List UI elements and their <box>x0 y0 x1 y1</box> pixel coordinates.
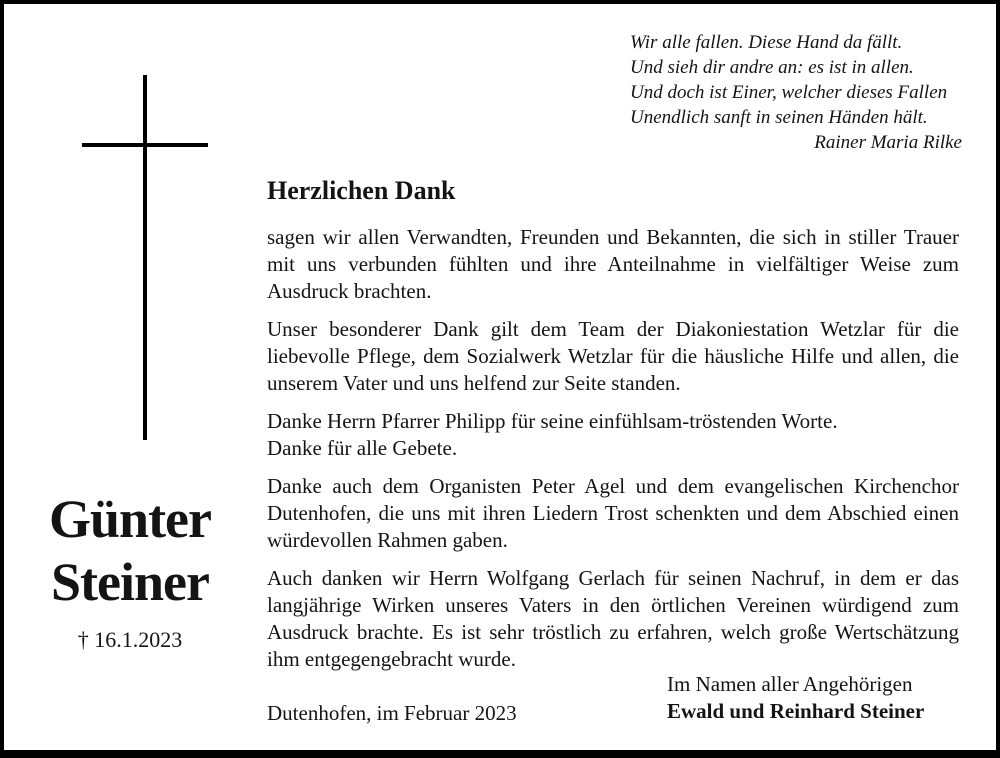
cross-vertical-bar <box>143 75 147 440</box>
thanks-paragraph: Unser besonderer Dank gilt dem Team der Diakoniestation Wetzlar für die liebevolle Pflege, dem Sozialwerk Wetzlar für die häusliche Hilfe und allen, die unserem Vater und uns helfend zur Seite standen. <box>267 317 959 395</box>
cross-horizontal-bar <box>82 143 208 147</box>
signature-names: Ewald und Reinhard Steiner <box>667 699 925 723</box>
signature-intro: Im Namen aller Angehörigen <box>667 672 913 696</box>
poem-line: Wir alle fallen. Diese Hand da fällt. <box>630 32 903 53</box>
memorial-poem <box>630 30 962 155</box>
thanks-paragraph: Danke auch dem Organisten Peter Agel und dem evangelischen Kirchenchor Dutenhofen, die uns mit ihren Liedern Trost schenkten und dem Abschied einen würdevollen Rahmen gaben. <box>267 474 959 552</box>
place-date: Dutenhofen, im Februar 2023 <box>267 701 517 725</box>
poem-line: Und doch ist Einer, welcher dieses Fallen <box>630 82 948 103</box>
poem-line: Unendlich sanft in seinen Händen hält. <box>630 107 928 128</box>
thanks-paragraph <box>267 408 959 462</box>
poem-line: Und sieh dir andre an: es ist in allen. <box>630 57 914 78</box>
thanks-heading: Herzlichen Dank <box>267 176 456 205</box>
deceased-last-name: Steiner <box>51 552 209 612</box>
thanks-paragraph-line: Danke Herrn Pfarrer Philipp für seine einfühlsam-tröstenden Worte. <box>267 409 838 433</box>
poem-attribution: Rainer Maria Rilke <box>814 132 962 153</box>
thanks-text-column <box>267 176 959 684</box>
thanks-paragraph: Auch danken wir Herrn Wolfgang Gerlach für seinen Nachruf, in dem er das langjährige Wirken unseres Vaters in den örtlichen Vereinen würdigend zum Ausdruck brachte. Es ist sehr tröstlich zu erfahren, welch große Wertschätzung ihm entgegengebracht wurde. <box>267 566 959 671</box>
thanks-paragraph: sagen wir allen Verwandten, Freunden und Bekannten, die sich in stiller Trauer mit uns verbunden fühlten und ihre Anteilnahme in vielfältiger Weise zum Ausdruck brachten. <box>267 225 959 303</box>
death-date: † 16.1.2023 <box>77 627 183 652</box>
deceased-first-name: Günter <box>49 489 211 549</box>
deceased-name-block <box>20 488 240 652</box>
signature-block <box>667 671 924 725</box>
thanks-paragraph-line: Danke für alle Gebete. <box>267 436 458 460</box>
